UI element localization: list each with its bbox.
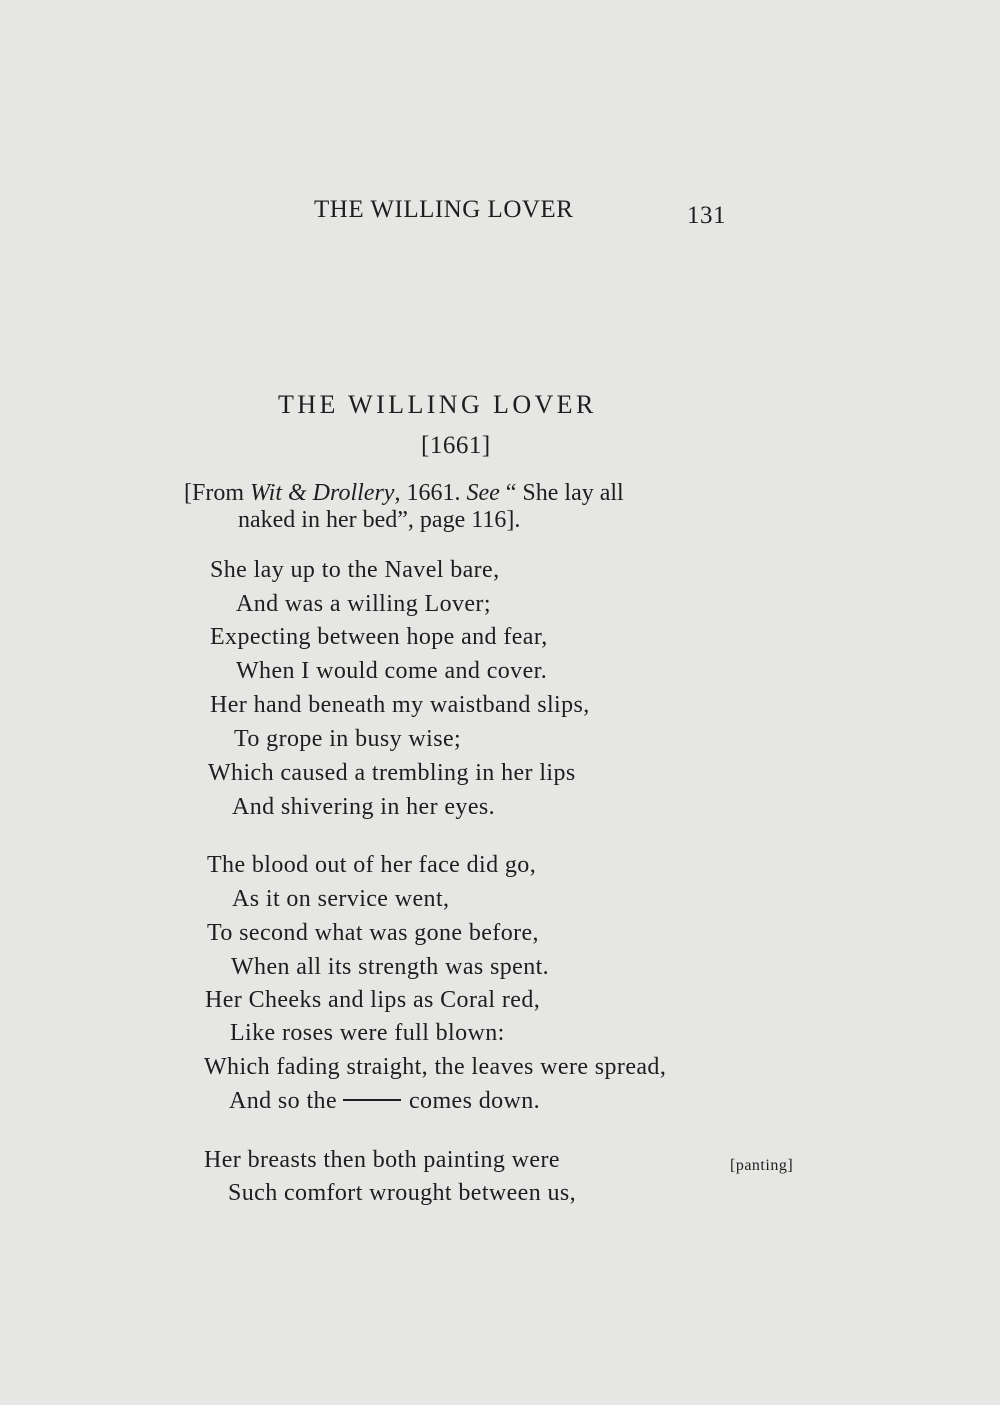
verse-line: Which caused a trembling in her lips [208,760,576,786]
verse-line: Her hand beneath my waistband slips, [210,692,590,718]
source-note-line-1 [184,480,729,507]
source-note-reference: “ She lay all [499,480,624,506]
verse-line: Her breasts then both painting were [204,1147,560,1173]
page-number: 131 [687,202,726,229]
poem-title: THE WILLING LOVER [278,390,597,419]
verse-line: When all its strength was spent. [231,954,550,980]
verse-line-start: And so the [229,1088,337,1114]
source-work-title: Wit & Drollery [250,480,395,506]
verse-line: To second what was gone before, [207,920,539,946]
poem-date: [1661] [421,432,491,459]
verse-line: And was a willing Lover; [236,591,491,617]
verse-line: To grope in busy wise; [234,726,462,752]
margin-note: [panting] [730,1157,794,1174]
verse-line-end: comes down. [409,1088,541,1114]
verse-line: Her Cheeks and lips as Coral red, [205,987,541,1013]
verse-line: Which fading straight, the leaves were spread, [204,1054,667,1080]
verse-line: When I would come and cover. [236,658,548,684]
source-note-line-2: naked in her bed”, page 116]. [238,507,521,533]
verse-line: The blood out of her face did go, [207,852,537,878]
source-note-see: See [466,480,500,506]
source-note [184,480,729,534]
source-note-year: , 1661. [394,480,467,506]
omission-dash [343,1099,401,1101]
verse-line: Such comfort wrought between us, [228,1180,577,1206]
verse-line: As it on service went, [232,886,450,912]
verse-line: And shivering in her eyes. [232,794,496,820]
verse-line-with-dash [229,1088,540,1115]
source-note-open: [From [184,480,250,506]
verse-line: Expecting between hope and fear, [210,624,548,650]
verse-line: Like roses were full blown: [230,1020,505,1046]
verse-line: She lay up to the Navel bare, [210,557,500,583]
running-head: THE WILLING LOVER [314,196,574,223]
